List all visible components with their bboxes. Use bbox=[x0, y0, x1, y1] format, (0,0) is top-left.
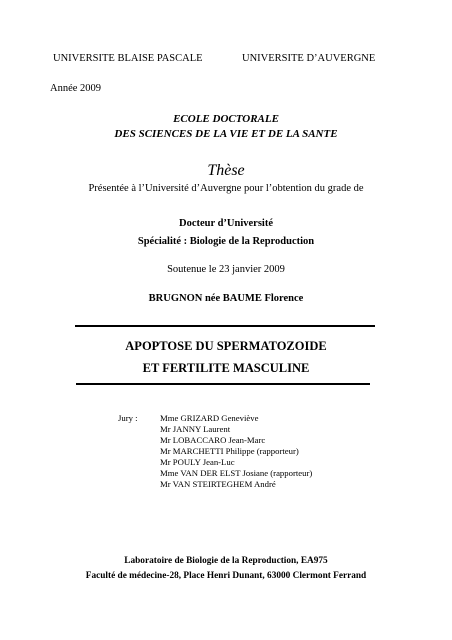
jury-list bbox=[160, 413, 312, 490]
jury-member: Mr MARCHETTI Philippe (rapporteur) bbox=[160, 446, 299, 456]
jury-label: Jury : bbox=[118, 413, 138, 423]
doctoral-school-line1: ECOLE DOCTORALE bbox=[173, 113, 279, 125]
presented-text: Présentée à l’Université d’Auvergne pour l’obtention du grade de bbox=[88, 183, 364, 194]
jury-member: Mr JANNY Laurent bbox=[160, 424, 231, 434]
lab-address: Faculté de médecine-28, Place Henri Dunant, 63000 Clermont Ferrand bbox=[85, 571, 367, 581]
jury-member: Mr VAN STEIRTEGHEM André bbox=[160, 479, 276, 489]
title-rule-bottom bbox=[76, 383, 370, 385]
degree: Docteur d’Université bbox=[179, 218, 273, 229]
lab-name: Laboratoire de Biologie de la Reproduction, EA975 bbox=[124, 556, 328, 566]
jury-member: Mr LOBACCARO Jean-Marc bbox=[160, 435, 266, 445]
jury-member: Mme VAN DER ELST Josiane (rapporteur) bbox=[160, 468, 313, 478]
doctoral-school-line2: DES SCIENCES DE LA VIE ET DE LA SANTE bbox=[114, 128, 338, 140]
jury-member: Mr POULY Jean-Luc bbox=[160, 457, 235, 467]
university-right: UNIVERSITE D’AUVERGNE bbox=[242, 53, 376, 64]
university-left: UNIVERSITE BLAISE PASCALE bbox=[53, 53, 203, 64]
thesis-title-line2: ET FERTILITE MASCULINE bbox=[142, 361, 310, 375]
jury-member: Mme GRIZARD Geneviève bbox=[160, 413, 259, 423]
thesis-heading: Thèse bbox=[207, 162, 245, 179]
thesis-title-line1: APOPTOSE DU SPERMATOZOIDE bbox=[125, 339, 327, 353]
defense-date: Soutenue le 23 janvier 2009 bbox=[167, 264, 285, 275]
title-rule-top bbox=[75, 325, 375, 327]
year: Année 2009 bbox=[50, 83, 102, 94]
specialty: Spécialité : Biologie de la Reproduction bbox=[137, 236, 315, 247]
author: BRUGNON née BAUME Florence bbox=[148, 293, 304, 304]
